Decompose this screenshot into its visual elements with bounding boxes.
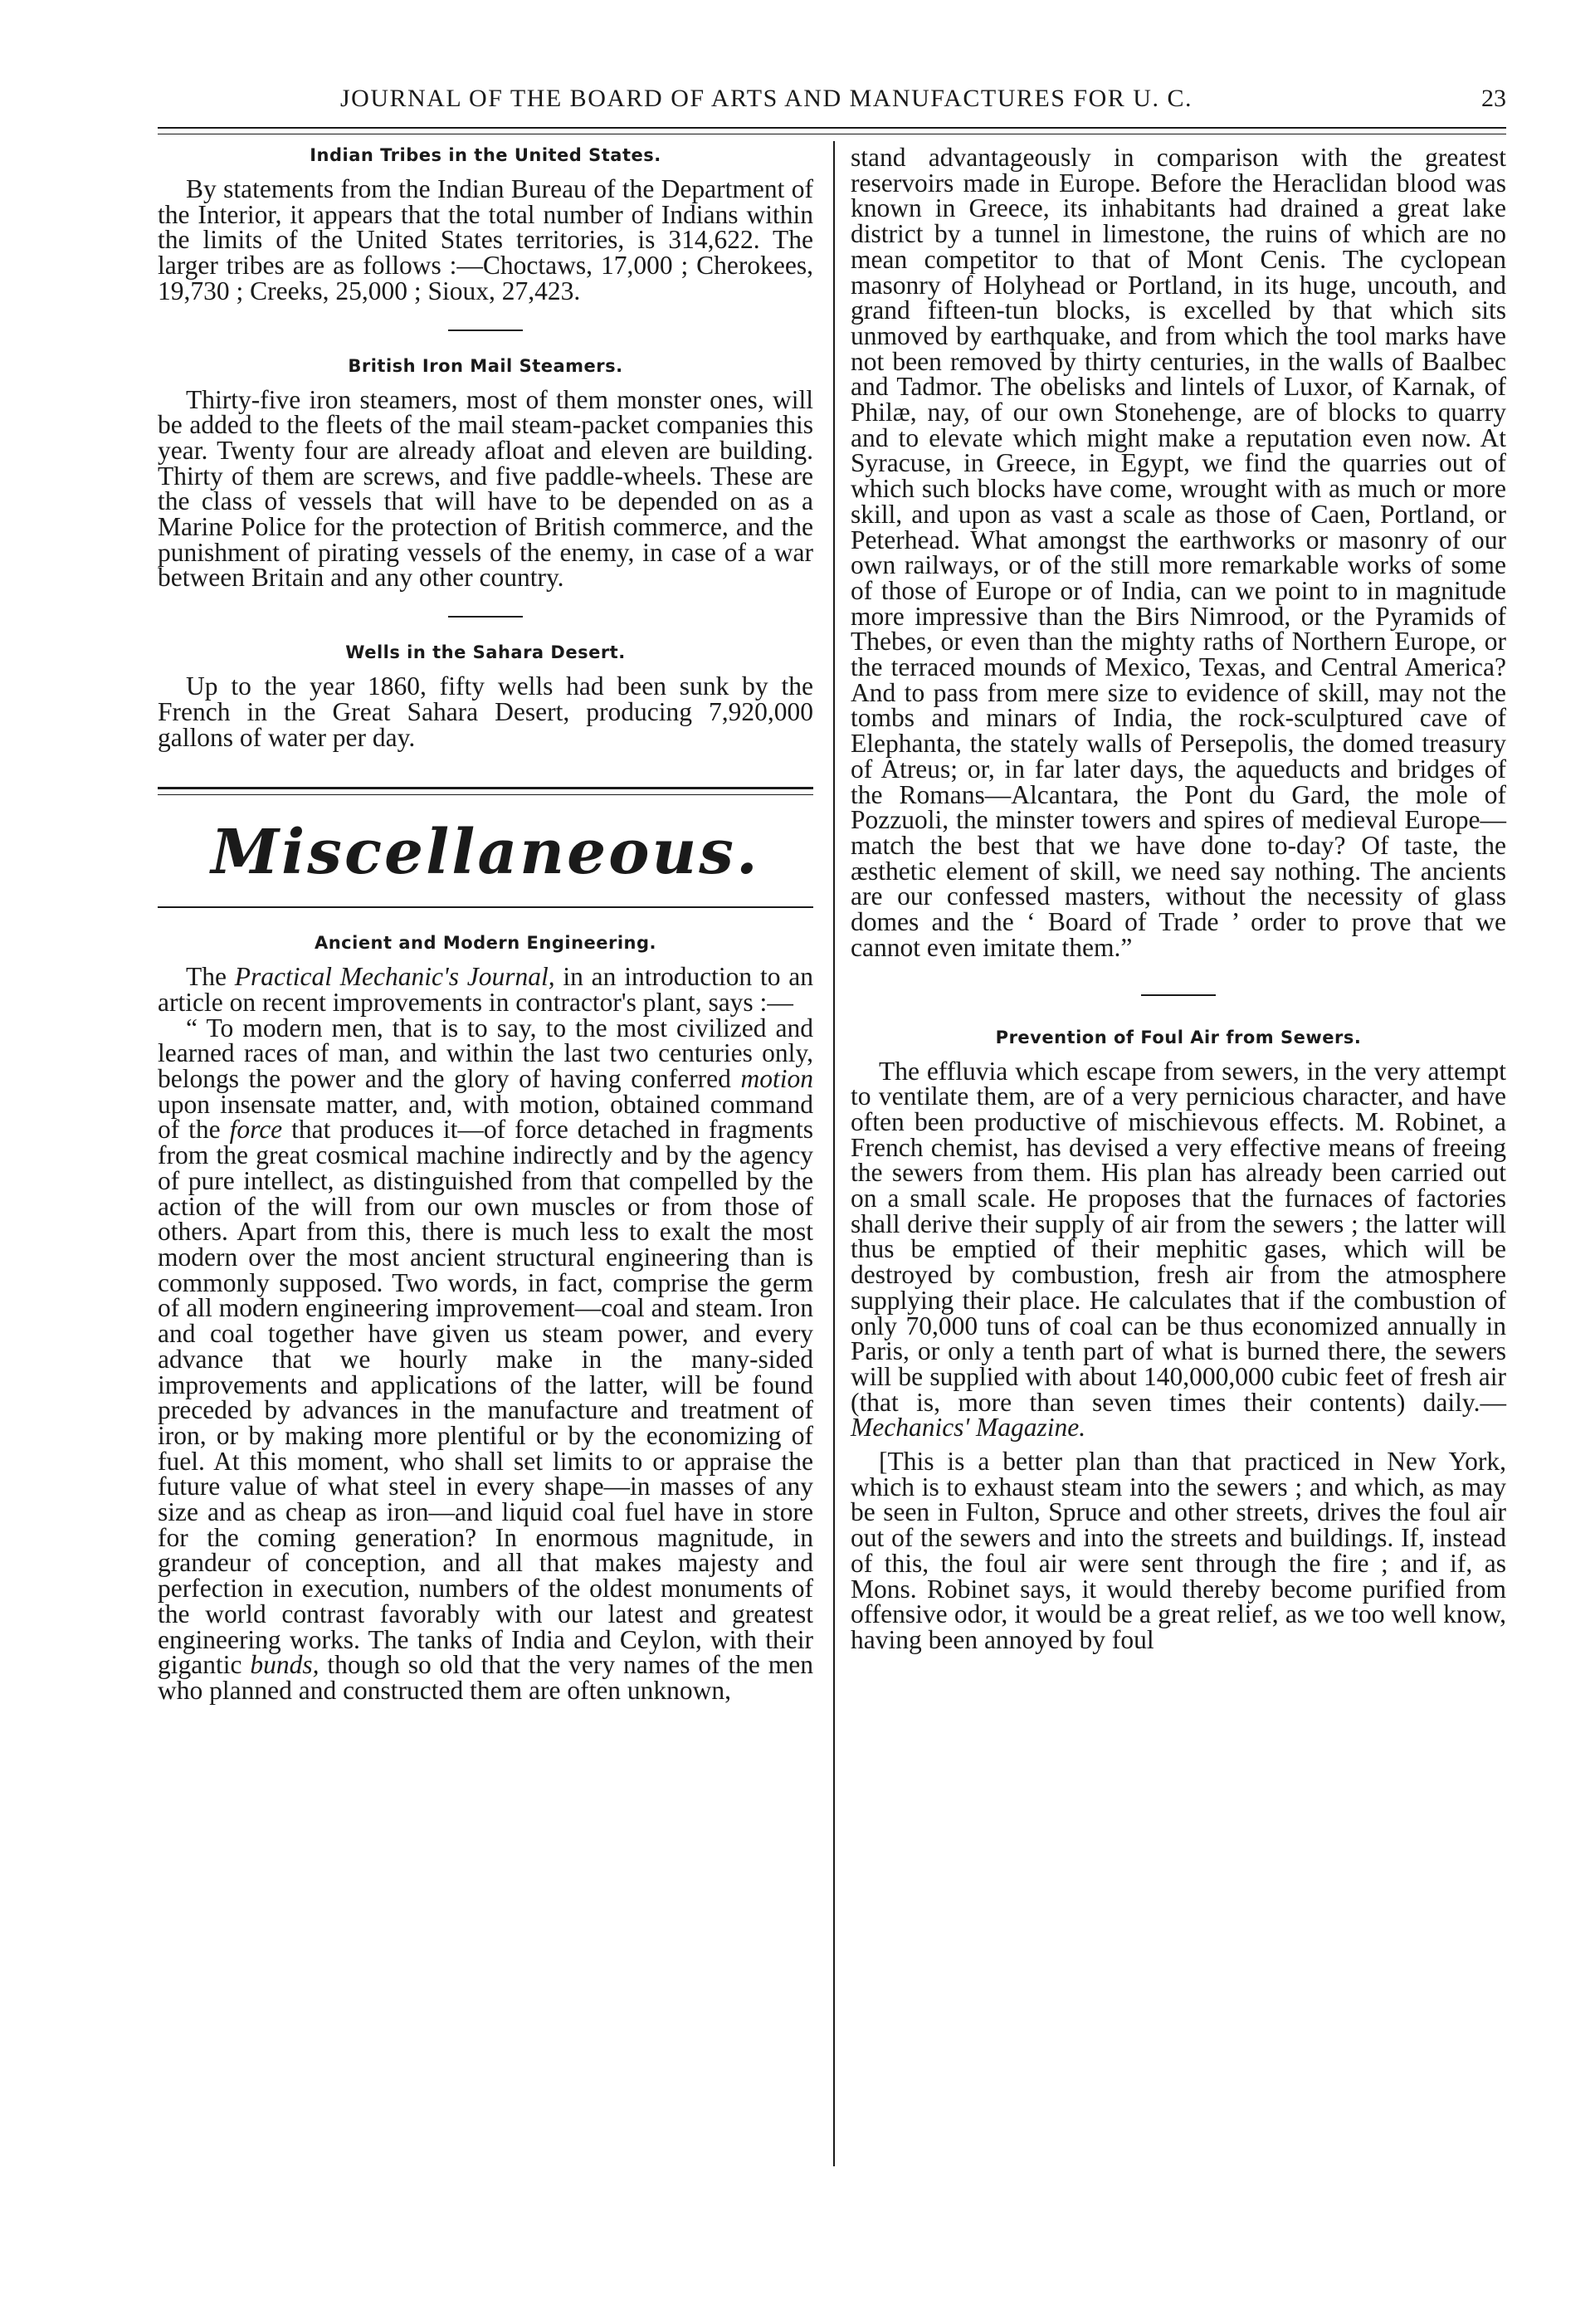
article-heading-engineering: Ancient and Modern Engineering. [314,933,657,954]
article-heading-sewers: Prevention of Foul Air from Sewers. [995,1027,1362,1047]
right-column [851,145,1506,1653]
editor-note-sewers: [This is a better plan than that practiced in New York, which is to exhaust steam into the sewers ; and which, as may be seen in Fulton, Spruce and other streets, drives the foul air out of the sewers and into the streets and buildings. If, instead of this, the foul air were sent through the fire ; and if, as Mons. Robinet says, it would thereby become purified from offensive odor, it would be a great relief, as we too well know, having been annoyed by foul [851,1447,1506,1654]
short-divider [448,330,523,331]
column-divider [833,141,835,2166]
source-title: Mechanics' Magazine. [851,1413,1086,1443]
left-column [158,145,813,1704]
article-body-indian-tribes: By statements from the Indian Bureau of the Department of the Interior, it appears that the total number of Indians within the limits of the United States territories, is 314,622. The larger tribes are as follows :—Choctaws, 17,000 ; Cherokees, 19,730 ; Creeks, 25,000 ; Sioux, 27,423. [158,174,813,305]
section-title-rule [158,906,813,908]
article-body-wells: Up to the year 1860, fifty wells had been sunk by the French in the Great Sahara Desert, producing 7,920,000 gallons of water per day. [158,671,813,752]
short-divider [448,616,523,618]
header-rule [158,127,1506,134]
article-heading-indian-tribes: Indian Tribes in the United States. [310,145,661,165]
short-divider [1141,994,1216,996]
journal-title: JOURNAL OF THE BOARD OF ARTS AND MANUFACTURES FOR U. C. [340,85,1193,112]
article-heading-british-iron: British Iron Mail Steamers. [348,355,623,376]
article-body-engineering: “ To modern men, that is to say, to the most civilized and learned races of man, and within the last two centuries only, belongs the power and the glory of having conferred motion upon insensate matter, and, with motion, obtained command of the force that produces it—of force detached in fragments from the great cosmical machine indirectly and by the agency of pure intellect, as distinguished from that compelled by the action of the will from our own muscles or from those of others. Apart from this, there is much less to exalt the most modern over the most ancient structural engineering than is commonly supposed. Two words, in fact, comprise the germ of all modern engineering improvement—coal and steam. Iron and coal together have given us steam power, and every advance that we hourly make in the many-sided improvements and applications of the latter, will be found preceded by advances in the manufacture and treatment of iron, or by making more plentiful or by the economizing of fuel. At this moment, who shall set limits to or appraise the future value of what steel in every shape—in masses of any size and as cheap as iron—and liquid coal fuel have in store for the coming generation? In enormous magnitude, in grandeur of conception, and all that makes majesty and perfection in execution, numbers of the oldest monuments of the world contrast favorably with our latest and greatest engineering works. The tanks of India and Ceylon, with their gigantic bunds, though so old that the very names of the men who planned and constructed them are often unknown, [158,1013,813,1705]
article-body-british-iron: Thirty-five iron steamers, most of them monster ones, will be added to the fleets of the mail steam-packet companies this year. Twenty four are already afloat and eleven are building. Thirty of them are screws, and five paddle-wheels. These are the class of vessels that will have to be depended on as a Marine Police for the protection of British commerce, and the punishment of pirating vessels of the enemy, in case of a war between Britain and any other country. [158,384,813,593]
article-heading-wells: Wells in the Sahara Desert. [345,642,626,663]
article-intro-engineering: The Practical Mechanic's Journal, in an introduction to an article on recent improvements in contractor's plant, says :— [158,962,813,1017]
page-number: 23 [1481,85,1506,112]
source-title: Practical Mechanic's Journal, [234,962,555,992]
section-title: Miscellaneous. [211,817,760,889]
section-rule [158,787,813,795]
running-header [158,85,1506,118]
article-body-engineering-continued: stand advantageously in comparison with the greatest reservoirs made in Europe. Before the Heraclidan blood was known in Greece, its inhabitants had drained a great lake district by a tunnel in limestone, the ruins of which are no mean competitor to that of Mont Cenis. The cyclopean masonry of Holyhead or Portland, in its huge, uncouth, and grand fifteen-tun blocks, is excelled by that which sits unmoved by earthquake, and from which the tool marks have not been removed by thirty centuries, in the walls of Baalbec and Tadmor. The obelisks and lintels of Luxor, of Karnak, of Philæ, nay, of our own Stonehenge, are of blocks to quarry and to elevate which might make a reputation even now. At Syracuse, in Greece, in Egypt, we find the quarries out of which such blocks have come, wrought with as much or more skill, and upon as vast a scale as those of Caen, Portland, or Peterhead. What amongst the earthworks or masonry of our own railways, or of the still more remarkable works of some of those of Europe or of India, can we point to in magnitude more impressive than the Birs Nimrood, or the Pyramids of Thebes, or even than the mighty raths of Northern Europe, or the terraced mounds of Mexico, Texas, and Central America? And to pass from mere size to evidence of skill, may not the tombs and minars of India, the rock-sculptured cave of Elephanta, the stately walls of Persepolis, the domed treasury of Atreus; or, in far later days, the aqueducts and bridges of the Romans—Alcantara, the Pont du Gard, the mole of Pozzuoli, the minster towers and spires of medieval Europe—match the best that we have done to-day? Of taste, the æsthetic element of skill, we need say nothing. The ancients are our confessed masters, without the necessity of glass domes and the ‘ Board of Trade ’ order to prove that we cannot even imitate them.” [851,143,1506,962]
article-body-sewers: The effluvia which escape from sewers, in the very attempt to ventilate them, are of a very pernicious character, and have often been productive of mischievous effects. M. Robinet, a French chemist, has devised a very effective means of freeing the sewers from them. His plan has already been carried out on a small scale. He proposes that the furnaces of factories shall derive their supply of air from the sewers ; the latter will thus be emptied of their mephitic gases, which will be destroyed by combustion, fresh air from the atmosphere supplying their place. He calculates that if the combustion of only 70,000 tuns of coal can be thus economized annually in Paris, or only a tenth part of what is burned there, the sewers will be supplied with about 140,000,000 cubic feet of fresh air (that is, more than seven times their contents) daily.—Mechanics' Magazine. [851,1056,1506,1443]
